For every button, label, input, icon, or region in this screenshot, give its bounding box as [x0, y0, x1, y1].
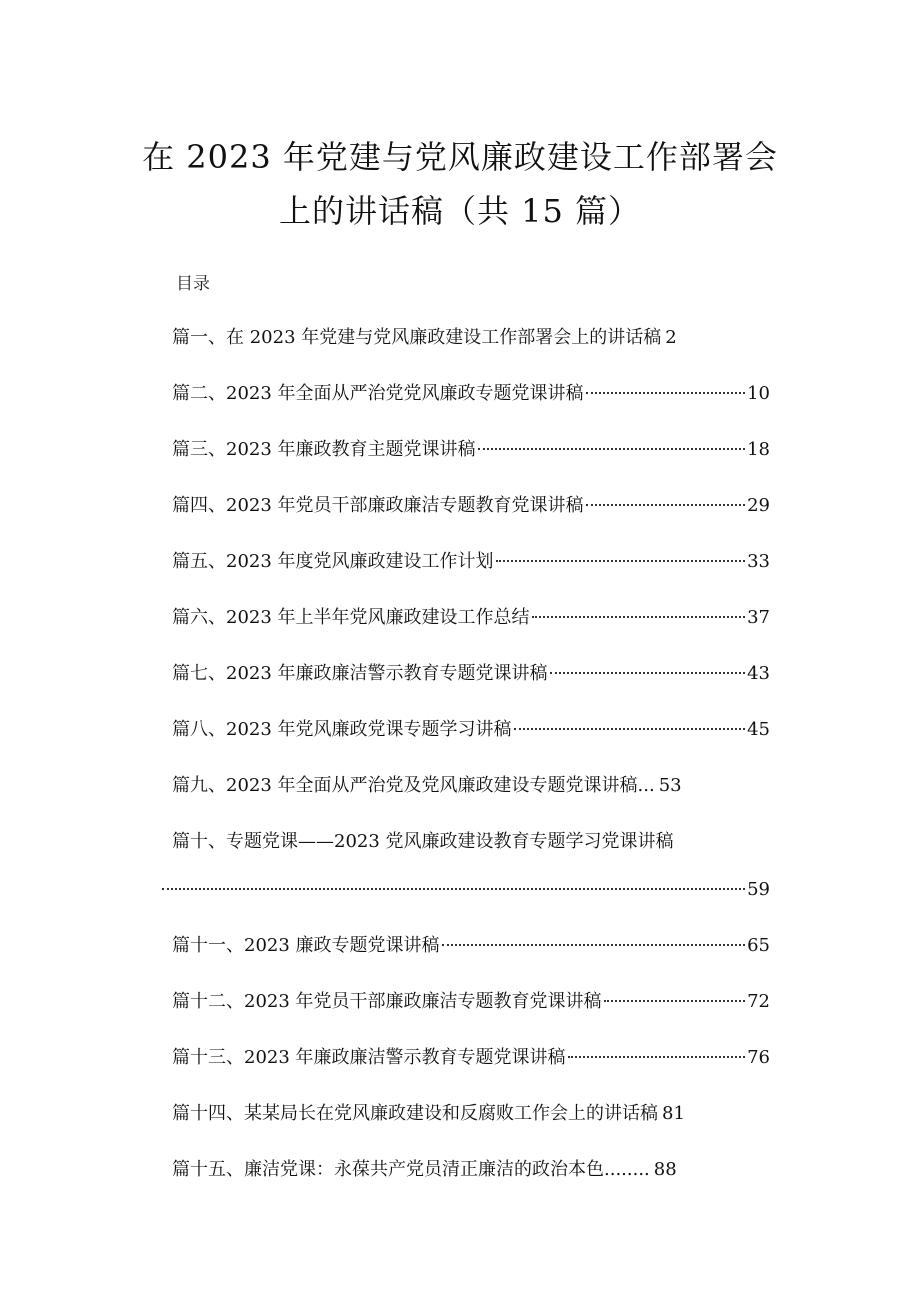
toc-entry-title: 篇九、2023 年全面从严治党及党风廉政建设专题党课讲稿...	[172, 775, 655, 796]
toc-entry-page: 72	[747, 991, 770, 1012]
toc-entry[interactable]	[172, 322, 770, 378]
toc-entry-title: 篇十三、2023 年廉政廉洁警示教育专题党课讲稿	[172, 1047, 566, 1068]
toc-heading: 目录	[176, 274, 210, 294]
toc-entry-title: 篇七、2023 年廉政廉洁警示教育专题党课讲稿	[172, 663, 548, 684]
dot-leader	[514, 728, 746, 730]
toc-entry-page: 88	[653, 1159, 677, 1180]
dot-leader	[550, 672, 746, 674]
toc-entry[interactable]	[172, 658, 770, 714]
toc-entry-page: 2	[665, 327, 677, 348]
toc-entry[interactable]	[172, 378, 770, 434]
toc-entry-title: 篇十五、廉洁党课：永葆共产党员清正廉洁的政治本色........	[172, 1159, 650, 1180]
toc-entry[interactable]	[172, 546, 770, 602]
toc-entry-title: 篇十一、2023 廉政专题党课讲稿	[172, 935, 440, 956]
toc-entry-title: 篇十、专题党课——2023 党风廉政建设教育专题学习党课讲稿	[172, 831, 674, 852]
document-title-line-2: 上的讲话稿（共 15 篇）	[278, 192, 642, 230]
toc-entry[interactable]	[172, 826, 770, 930]
toc-entry[interactable]	[172, 930, 770, 986]
toc-entry-title: 篇八、2023 年党风廉政党课专题学习讲稿	[172, 719, 512, 740]
toc-entry-page: 43	[747, 663, 770, 684]
dot-leader	[586, 504, 746, 506]
toc-entry-page: 45	[747, 719, 770, 740]
toc-entry[interactable]	[172, 1042, 770, 1098]
toc-entry[interactable]	[172, 490, 770, 546]
toc-entry-page: 29	[747, 495, 770, 516]
toc-entry-title: 篇一、在 2023 年党建与党风廉政建设工作部署会上的讲话稿	[172, 327, 662, 348]
toc-entry-page: 81	[662, 1103, 685, 1124]
toc-entry-page: 18	[747, 439, 770, 460]
toc-entry-page: 10	[747, 383, 770, 404]
toc-entry-title: 篇十二、2023 年党员干部廉政廉洁专题教育党课讲稿	[172, 991, 602, 1012]
toc-entry-page: 76	[747, 1047, 770, 1068]
toc-entry-title: 篇十四、某某局长在党风廉政建设和反腐败工作会上的讲话稿	[172, 1103, 658, 1124]
table-of-contents	[172, 322, 770, 1210]
dot-leader	[532, 616, 746, 618]
toc-entry-page: 37	[747, 607, 770, 628]
toc-entry-page: 53	[658, 775, 682, 796]
toc-entry[interactable]	[172, 434, 770, 490]
document-title-line-1: 在 2023 年党建与党风廉政建设工作部署会	[142, 138, 778, 176]
dot-leader	[568, 1056, 746, 1058]
toc-entry-title: 篇五、2023 年度党风廉政建设工作计划	[172, 551, 494, 572]
toc-entry[interactable]	[172, 770, 770, 826]
dot-leader	[604, 1000, 746, 1002]
dot-leader	[478, 448, 746, 450]
dot-leader	[586, 392, 746, 394]
toc-entry[interactable]	[172, 1154, 770, 1210]
toc-entry-title: 篇三、2023 年廉政教育主题党课讲稿	[172, 439, 476, 460]
toc-entry-page: 59	[747, 879, 770, 900]
toc-entry[interactable]	[172, 986, 770, 1042]
toc-entry[interactable]	[172, 602, 770, 658]
toc-entry-title: 篇二、2023 年全面从严治党党风廉政专题党课讲稿	[172, 383, 584, 404]
toc-entry[interactable]	[172, 714, 770, 770]
toc-entry[interactable]	[172, 1098, 770, 1154]
toc-entry-title: 篇四、2023 年党员干部廉政廉洁专题教育党课讲稿	[172, 495, 584, 516]
toc-entry-page: 65	[747, 935, 770, 956]
dot-leader	[442, 944, 746, 946]
toc-entry-page: 33	[747, 551, 770, 572]
toc-entry-title: 篇六、2023 年上半年党风廉政建设工作总结	[172, 607, 530, 628]
dot-leader	[496, 560, 746, 562]
dot-leader	[162, 888, 745, 890]
